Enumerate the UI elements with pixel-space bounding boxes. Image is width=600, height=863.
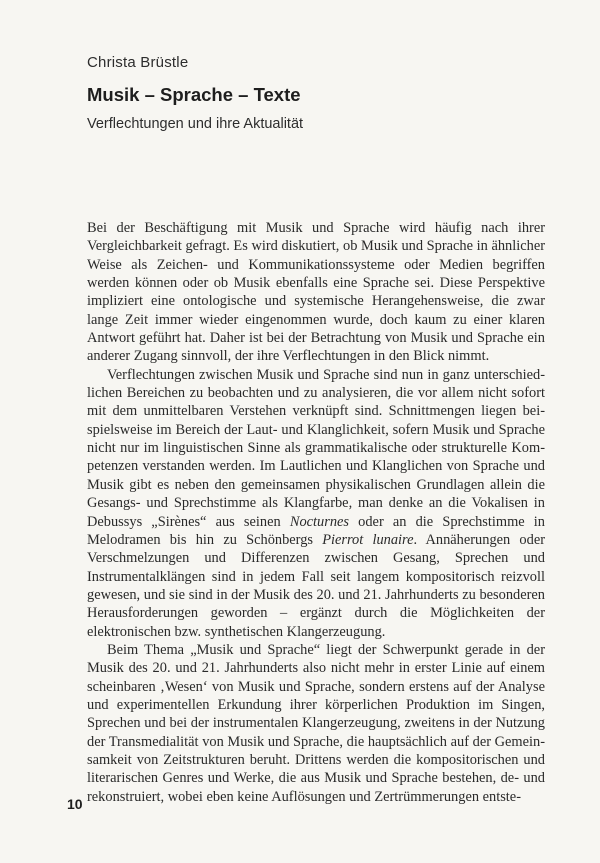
- paragraph-3: Beim Thema „Musik und Sprache“ liegt der Schwerpunkt gerade in der Musik des 20. und 21. Jahrhunderts also nicht mehr in erster Linie auf einem scheinbaren ‚Wesen‘ von Musik und Sprache, sondern erstens auf der Analyse und experimentellen Erkundung ihrer körperlichen Produktion im Singen, Sprechen und bei der instrumentalen Klangerzeugung, zweitens in der Nutzung der Transmedialität von Musik und Sprache, die hauptsächlich auf der Gemeinsamkeit von Zeitstrukturen beruht. Drittens werden die kompositorischen und literarischen Genres und Werke, die aus Musik und Sprache bestehen, de- und rekonstruiert, wobei eben keine Auflösungen und Zertrümmerungen entste-: [87, 641, 545, 805]
- paragraph-1: Bei der Beschäftigung mit Musik und Sprache wird häufig nach ihrer Vergleichbarkeit gefragt. Es wird diskutiert, ob Musik und Sprache in ähnlicher Weise als Zeichen- und Kommunikationssysteme oder Medien begriffen werden können oder ob Musik ebenfalls eine Sprache sei. Diese Perspektive impliziert eine ontologische und systemische Herangehensweise, die zwar lange Zeit immer wieder eingenommen wurde, doch kaum zu einer klaren Antwort geführt hat. Daher ist bei der Betrachtung von Musik und Sprache ein anderer Zugang sinnvoll, der ihre Verflechtungen in den Blick nimmt.: [87, 220, 545, 365]
- paragraph-2: [87, 366, 545, 641]
- work-title-pierrot-lunaire: Pierrot lunaire: [322, 531, 414, 548]
- body-text: [87, 219, 545, 806]
- chapter-subtitle: Verflechtungen und ihre Aktualität: [87, 116, 304, 132]
- paragraph-2-text-c: . Annäherungen oder Verschmelzungen und Differenzen zwischen Gesang, Sprechen und Instrumentalklängen sind in jedem Fall seit langem kompositorisch reizvoll gewesen, und sie sind in der Musik des 20. und 21. Jahrhunderts zu besonderen Herausforderungen geworden – ergänzt durch die Möglichkeiten der elektronischen bzw. synthetischen Klangerzeugung.: [87, 531, 545, 640]
- paragraph-2-text-b: oder an die Sprechstimme in Melodramen bis hin zu Schönbergs: [87, 513, 545, 548]
- author-name: Christa Brüstle: [87, 54, 189, 71]
- page-number: 10: [67, 796, 83, 812]
- paragraph-2-text-a: Verflechtungen zwischen Musik und Sprache sind nun in ganz unterschiedlichen Bereichen zu beobachten und zu analysieren, die vor allem nicht sofort mit dem unmittelbaren Verstehen verknüpft sind. Schnittmengen liegen beispielsweise im Bereich der Laut- und Klanglichkeit, sofern Musik und Sprache nicht nur im linguistischen Sinne als grammatikalische oder strukturelle Kompetenzen verstanden werden. Im Lautlichen und Klanglichen von Sprache und Musik gibt es neben den gemeinsamen physikalischen Grundlagen allein die Gesangs- und Sprechstimme als Klangfarbe, man denke an die Vokalisen in Debussys „Sirènes“ aus seinen: [87, 366, 545, 530]
- chapter-title: Musik – Sprache – Texte: [87, 84, 301, 105]
- work-title-nocturnes: Nocturnes: [289, 513, 350, 530]
